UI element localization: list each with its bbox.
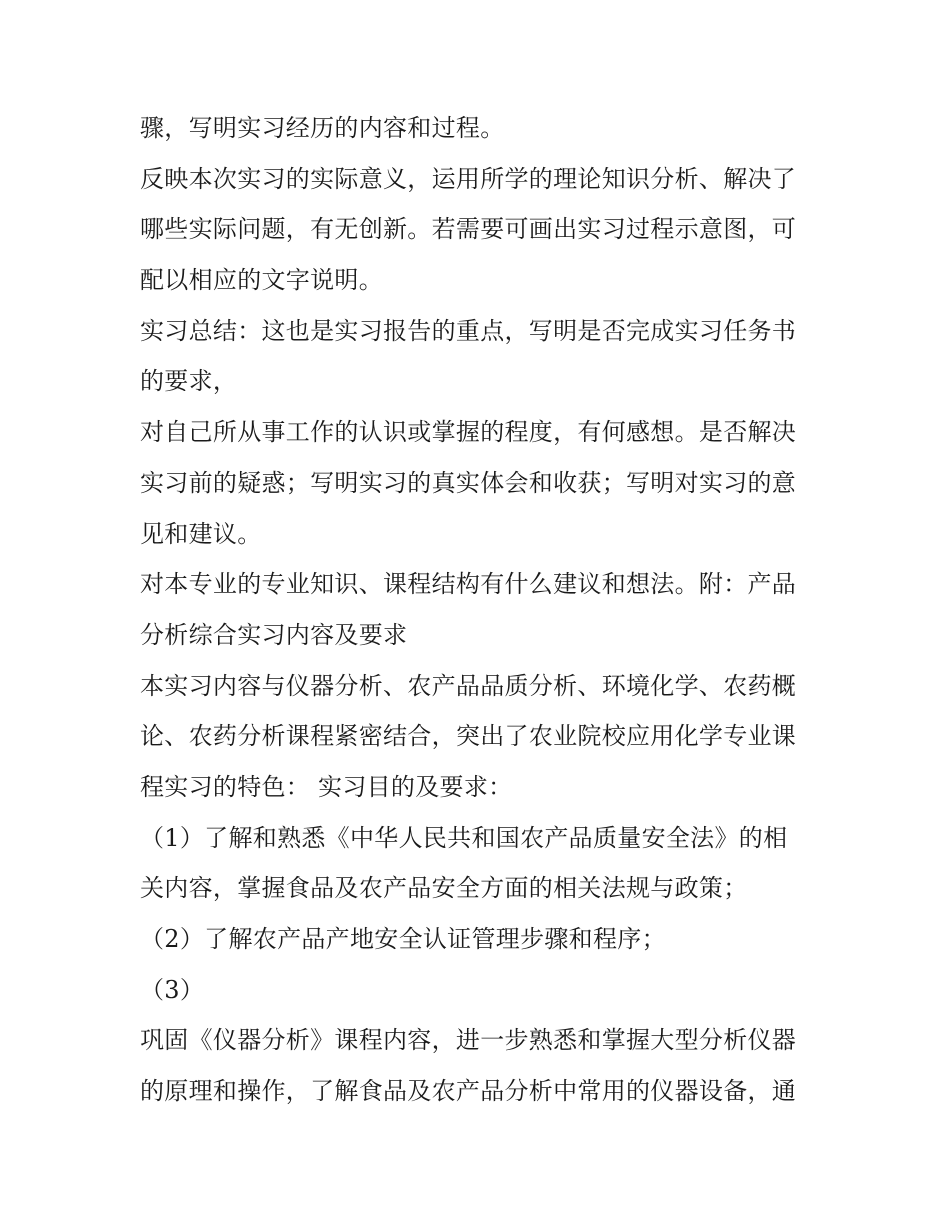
- text-line: （1）了解和熟悉《中华人民共和国农产品质量安全法》的相: [140, 823, 788, 852]
- text-line: 分析综合实习内容及要求: [140, 620, 408, 649]
- text-line: 配以相应的文字说明。: [140, 266, 383, 295]
- text-line: 巩固《仪器分析》课程内容，进一步熟悉和掌握大型分析仪器: [140, 1026, 797, 1055]
- text-line: 对本专业的专业知识、课程结构有什么建议和想法。附：产品: [140, 570, 797, 599]
- text-line: 的原理和操作，了解食品及农产品分析中常用的仪器设备，通: [140, 1077, 797, 1106]
- text-line: 实习总结：这也是实习报告的重点，写明是否完成实习任务书: [140, 316, 797, 345]
- text-line: 实习前的疑惑；写明实习的真实体会和收获；写明对实习的意: [140, 468, 797, 497]
- text-line: 对自己所从事工作的认识或掌握的程度，有何感想。是否解决: [140, 418, 797, 447]
- text-line: 本实习内容与仪器分析、农产品品质分析、环境化学、农药概: [140, 671, 797, 700]
- text-line: 见和建议。: [140, 519, 262, 548]
- text-line: 程实习的特色： 实习目的及要求：: [140, 772, 513, 801]
- text-line: 哪些实际问题，有无创新。若需要可画出实习过程示意图，可: [140, 215, 797, 244]
- text-line: （3）: [140, 975, 205, 1004]
- document-body: [140, 103, 812, 1117]
- text-line: （2）了解农产品产地安全认证管理步骤和程序；: [140, 925, 666, 953]
- text-line: 骤，写明实习经历的内容和过程。: [140, 114, 505, 142]
- text-line: 反映本次实习的实际意义，运用所学的理论知识分析、解决了: [140, 164, 797, 193]
- text-line: 论、农药分析课程紧密结合，突出了农业院校应用化学专业课: [140, 722, 797, 751]
- text-line: 的要求，: [140, 367, 238, 396]
- text-line: 关内容，掌握食品及农产品安全方面的相关法规与政策；: [140, 874, 748, 903]
